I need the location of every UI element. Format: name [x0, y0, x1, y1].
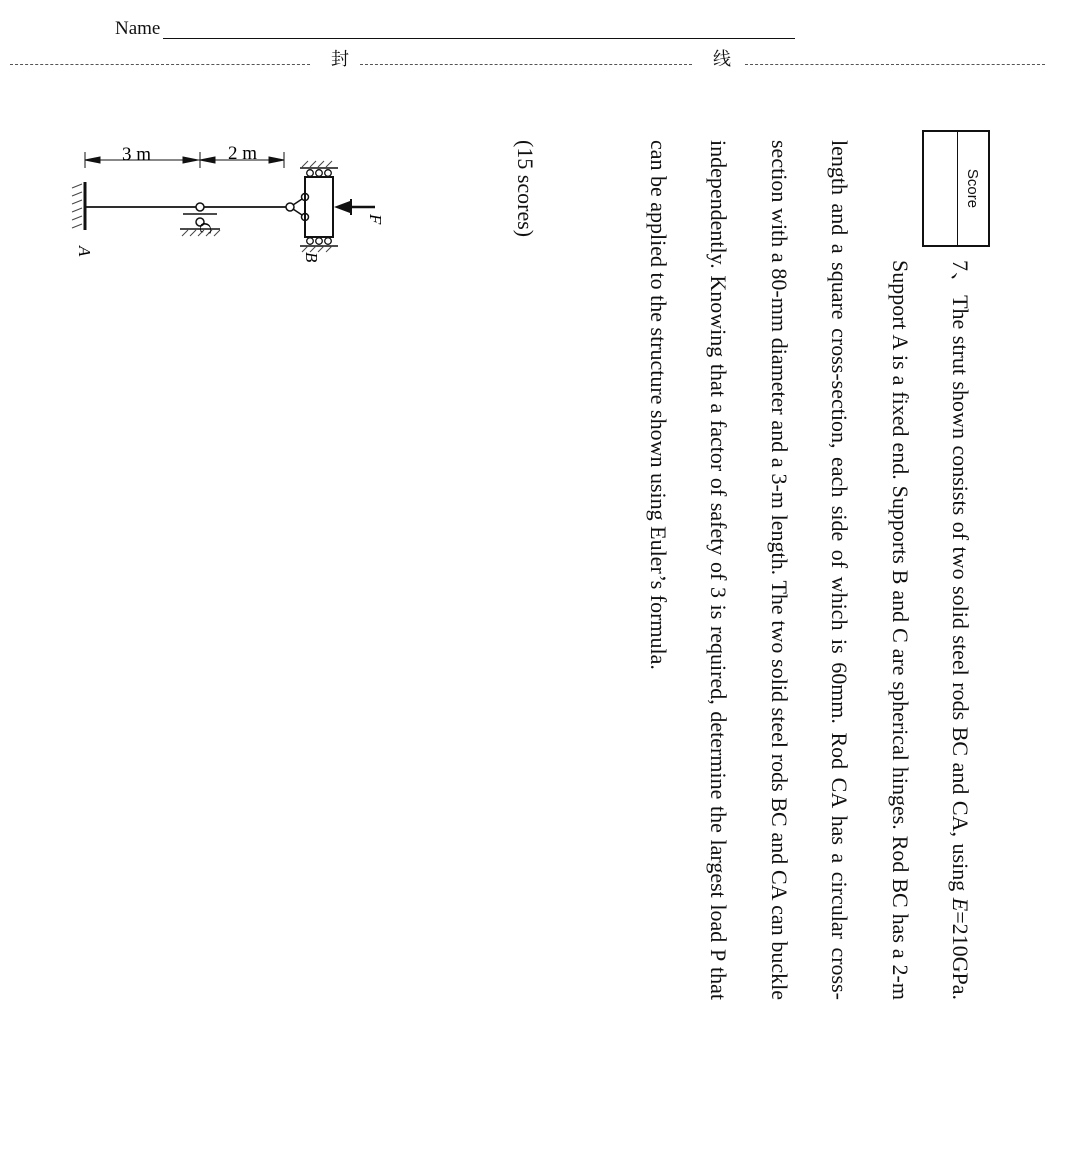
- name-field-line: [163, 38, 795, 39]
- question-block: [450, 140, 990, 1000]
- binding-dashed-line: [10, 64, 310, 65]
- label-c: C: [196, 222, 215, 234]
- name-label: Name: [115, 18, 161, 39]
- score-label: Score: [957, 132, 988, 245]
- binding-dashed-line: [360, 64, 692, 65]
- load-arrowhead: [334, 201, 350, 213]
- line-char: 线: [713, 49, 731, 70]
- question-text-part1: The strut shown consists of two solid steel rods BC and CA, using: [948, 295, 973, 898]
- label-a: A: [75, 246, 94, 257]
- question-text: [628, 140, 990, 1000]
- label-f: F: [366, 214, 385, 225]
- dim-cb-label: 2 m: [228, 143, 258, 164]
- seal-char: 封: [331, 49, 349, 70]
- support-b-rollers: [307, 170, 332, 245]
- label-b: B: [302, 252, 321, 263]
- fixed-support-hatch: [72, 184, 82, 228]
- question-number: 7、: [948, 260, 973, 296]
- hinge-c-pin: [196, 203, 204, 211]
- binding-dashed-line: [745, 64, 1045, 65]
- dim-ac-label: 3 m: [122, 144, 152, 165]
- question-text-part2: =210GPa. Support A is a fixed end. Supports B and C are spherical hinges. Rod BC has a 2-m length and a square cross-section, each side of which is 60mm. Rod CA has a circular cross-section with a 80-mm diameter and a 3-m length. The two solid steel rods BC and CA can buckle independently. Knowing that a factor of safety of 3 is required, determine the largest load P that can be applied to the structure shown using Euler’s formula.: [645, 140, 973, 1000]
- support-b-frame: [305, 177, 333, 237]
- modulus-symbol: E: [948, 897, 973, 912]
- question-scores: (15 scores): [513, 140, 538, 238]
- strut-diagram: [60, 130, 400, 270]
